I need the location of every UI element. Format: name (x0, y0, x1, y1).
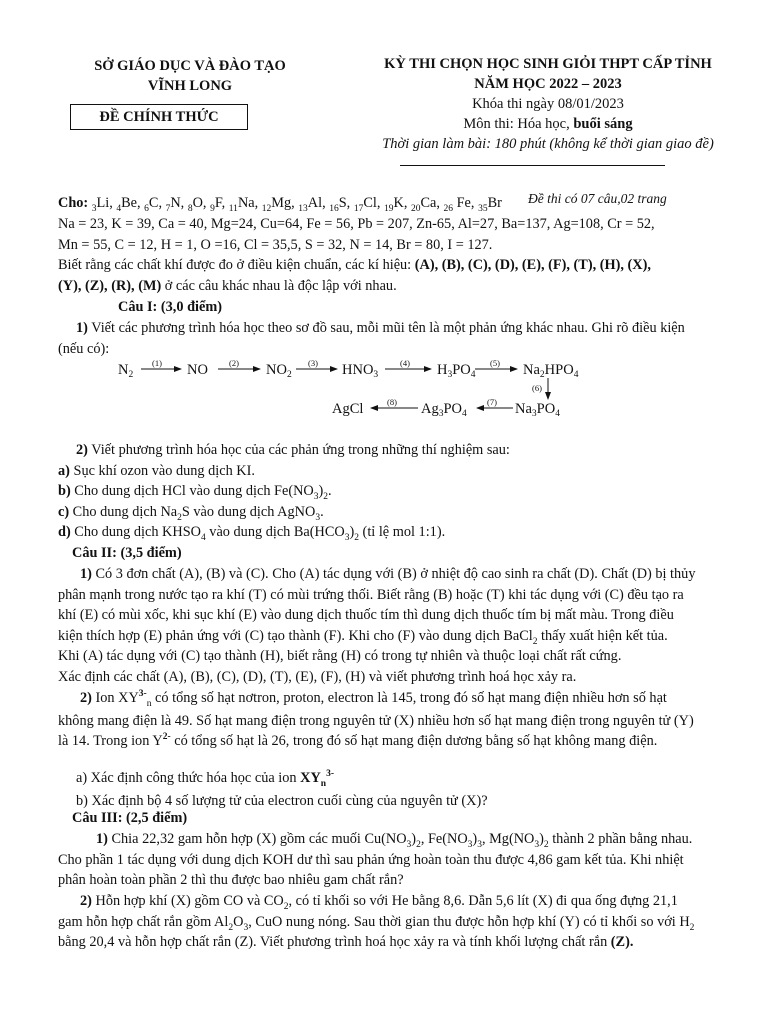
q2-part-1-line-2: phân mạnh trong nước tạo ra khí (T) có mùi trứng thối. Biết rằng (B) hoặc (T) khi tác dụng với (C) đều tạo ra (58, 586, 684, 603)
atomic-number: 35 (478, 203, 488, 214)
q2-ion: Ion XY (95, 690, 139, 706)
text-piece: ) (539, 831, 544, 847)
atomic-number: 19 (384, 203, 394, 214)
item-d-text: Cho dung dịch KHSO (70, 524, 201, 541)
element-symbol: N, (170, 195, 188, 211)
atomic-masses-line-2: Mn = 55, C = 12, H = 1, O =16, Cl = 35,5, S = 32, N = 14, Br = 80, I = 127. (58, 236, 493, 253)
atomic-number: 13 (298, 203, 308, 214)
item-c-end: . (320, 503, 324, 520)
element-symbol: Li, (96, 195, 117, 211)
question-1-heading: Câu I: (3,0 điểm) (118, 299, 223, 315)
atomic-number: 20 (411, 203, 421, 214)
given-label: Cho: (58, 195, 92, 211)
subject-prefix: Môn thi: Hóa học, (463, 116, 574, 132)
subscript: 2 (689, 922, 695, 933)
step-label-3: (3) (308, 358, 318, 368)
atomic-number: 8 (187, 203, 193, 214)
item-a-text: Sục khí ozon vào dung dịch KI. (69, 462, 255, 479)
step-label-5: (5) (490, 358, 500, 368)
subscript: 2 (323, 492, 329, 503)
text-piece: gam hỗn hợp chất rắn gồm Al (58, 913, 229, 930)
q2-part-2-line-2: không mang điện là 49. Số hạt mang điện trong nguyên tử (X) nhiều hơn số hạt mang điện trong nguyên tử (Y) (58, 712, 694, 729)
step-label-8: (8) (387, 397, 397, 407)
question-3-part-1 (58, 829, 723, 891)
step-label-2: (2) (229, 358, 239, 368)
species-no: NO (187, 362, 208, 378)
subscript: 2 (532, 636, 538, 647)
subscript: 3 (406, 839, 412, 850)
subscript: 3 (477, 839, 482, 850)
element-symbol: O, (192, 195, 211, 211)
element-symbol: C, (148, 195, 166, 211)
q2-part-1-line-6: Xác định các chất (A), (B), (C), (D), (T), (E), (F), (H) và viết phương trình hoá học xảy ra. (58, 668, 577, 685)
item-d-text-2: vào dung dịch Ba(HCO (205, 524, 345, 541)
atomic-number: 12 (261, 203, 272, 214)
item-b-text-2: ) (318, 483, 324, 500)
q2-part-2-number: 2) (80, 690, 92, 706)
element-symbol: Na, (237, 195, 262, 211)
element-symbol: K, (393, 195, 411, 211)
reaction-scheme (0, 0, 768, 430)
species-h3po4: $H_3PO_4$ (437, 362, 476, 380)
question-3-heading: Câu III: (2,5 điểm) (72, 810, 188, 826)
q2-part-1-line-1: Có 3 đơn chất (A), (B) và (C). Cho (A) tác dụng với (B) ở nhiệt độ cao sinh ra chất (D). Chất (D) bị thủy (91, 566, 696, 582)
species-hno3: $HNO_3$ (342, 362, 379, 380)
item-c-text-2: S vào dung dịch AgNO (181, 503, 316, 520)
note-symbols-1: (A), (B), (C), (D), (E), (F), (T), (H), (X), (414, 257, 651, 274)
subscript: 2 (354, 533, 359, 544)
atomic-number: 16 (329, 203, 339, 214)
q2-a-text: Xác định công thức hóa học của ion (87, 770, 301, 786)
subscript: n (320, 778, 327, 789)
item-a-label: a) (58, 462, 70, 479)
question-2-subparts (58, 768, 723, 811)
superscript: 3- (326, 769, 334, 779)
text-piece: O (233, 913, 244, 930)
atomic-number: 11 (228, 203, 238, 214)
q3-part-1-line-2: Cho phần 1 tác dụng với dung dịch KOH dư thì sau phản ứng hoàn toàn thu được 4,86 gam kết tủa. Khi nhiệt (58, 851, 684, 868)
subscript: 4 (200, 533, 206, 544)
note-symbols-2: (Y), (Z), (R), (M) (58, 277, 162, 294)
superscript: 2- (162, 732, 171, 743)
element-symbol: S, (338, 195, 354, 211)
q2-b-text: Xác định bộ 4 số lượng tử của electron cuối cùng của nguyên tử (X)? (87, 792, 488, 809)
species-ag3po4: $Ag_3PO_4$ (421, 401, 467, 419)
species-n2: $N_2$ (118, 362, 134, 380)
q2-part-1-line-4 (58, 626, 723, 647)
subscript: 3 (313, 492, 319, 503)
q2-part-2-line-3-end: có tổng số hạt là 26, trong đó số hạt mang điện dương bằng số hạt không mang điện. (170, 733, 658, 750)
q3-part-2-line-3 (58, 932, 723, 953)
element-symbol: Fe, (453, 195, 479, 211)
element-symbol: Ca, (420, 195, 444, 211)
atomic-number: 26 (443, 203, 454, 214)
element-symbol: Be, (121, 195, 145, 211)
q1-part-2-text: Viết phương trình hóa học của các phản ứng trong những thí nghiệm sau: (87, 442, 510, 458)
item-c-label: c) (58, 503, 70, 520)
step-label-4: (4) (400, 358, 410, 368)
pages-note: Đề thi có 07 câu,02 trang (528, 191, 667, 206)
q2-part-2-line-3-text: là 14. Trong ion Y (58, 733, 163, 750)
q2-a-ion: XY (300, 770, 321, 786)
q2-part-2-line-1: có tổng số hạt nơtron, proton, electron là 145, trong đó số hạt mang điện nhiều hơn số hạt (151, 690, 667, 706)
department-line-2: VĨNH LONG (147, 78, 233, 94)
text-piece: , CuO nung nóng. Sau thời gian thu được hỗn hợp khí (Y) có tỉ khối so với H (248, 913, 690, 930)
q3-part-2-line-2 (58, 912, 723, 933)
item-d-end: (tỉ lệ mol 1:1). (358, 524, 446, 541)
element-symbol: F, (214, 195, 229, 211)
q1-part-1-text-2: (nếu có): (58, 340, 110, 357)
q3-part-1-end: thành 2 phần bằng nhau. (548, 831, 693, 847)
q3-part-2-bold-end: (Z). (610, 934, 634, 951)
q2-b-label: b) (76, 792, 88, 809)
subject-session: buổi sáng (573, 116, 633, 132)
q3-part-1-line-3: phân hoàn toàn phần 2 thì thu được bao nhiêu gam chất rắn? (58, 872, 404, 889)
atomic-number: 9 (210, 203, 215, 214)
official-exam-label: ĐỀ CHÍNH THỨC (99, 109, 219, 125)
atomic-number: 17 (353, 203, 364, 214)
subscript: 3 (534, 839, 540, 850)
subscript: 3 (315, 512, 321, 523)
item-d-text-3: ) (349, 524, 355, 541)
q1-part-1-number: 1) (76, 320, 88, 336)
q3-part-2-text: Hỗn hợp khí (X) gồm CO và CO (91, 893, 284, 909)
element-symbol: Mg, (271, 195, 299, 211)
species-na3po4: $Na_3PO_4$ (515, 401, 560, 419)
element-symbol: Al, (307, 195, 330, 211)
department-line-1: SỞ GIÁO DỤC VÀ ĐÀO TẠO (94, 58, 286, 74)
item-b (58, 481, 723, 502)
q2-part-1-number: 1) (80, 566, 92, 582)
exam-title-line-2: NĂM HỌC 2022 – 2023 (474, 76, 622, 92)
q2-part-1-line-4-end: thấy xuất hiện kết tủa. (537, 627, 668, 644)
atomic-number: 6 (144, 203, 149, 214)
atomic-number: 4 (116, 203, 122, 214)
item-b-end: . (328, 483, 332, 500)
item-c-text: Cho dung dịch Na (69, 503, 178, 520)
subscript: 2 (228, 922, 234, 933)
text-piece: bằng 20,4 và hỗn hợp chất rắn (Z). Viết phương trình hoá học xảy ra và tính khối lượng chất rắn (58, 934, 611, 951)
atomic-masses-line-1: Na = 23, K = 39, Ca = 40, Mg=24, Cu=64, Fe = 56, Pb = 207, Zn-65, Al=27, Ba=137, Ag=108, Cr = 52, (58, 216, 655, 232)
item-a (58, 461, 723, 482)
species-na2hpo4: $Na_2HPO_4$ (523, 362, 579, 380)
step-label-6: (6) (532, 383, 542, 393)
subscript: 2 (177, 512, 182, 523)
element-symbol: Br (487, 195, 502, 211)
subscript: 2 (283, 901, 289, 912)
text-piece: , Fe(NO (420, 831, 468, 847)
subscript: 2 (416, 839, 421, 850)
text-piece: ) (411, 831, 417, 847)
question-3-part-2 (58, 891, 723, 953)
q2-part-2-line-3 (58, 731, 723, 752)
step-label-7: (7) (487, 397, 497, 407)
q3-part-2-text-2: , có tỉ khối so với He bằng 8,6. Dẫn 5,6 lít (X) đi qua ống đựng 21,1 (288, 893, 678, 909)
question-2-heading: Câu II: (3,5 điểm) (72, 545, 182, 561)
q3-part-1-text: Chia 22,32 gam hỗn hợp (X) gồm các muối Cu(NO (107, 831, 407, 847)
item-d (58, 522, 723, 543)
question-2-part-2 (58, 688, 723, 752)
exam-title-line-1: KỲ THI CHỌN HỌC SINH GIỎI THPT CẤP TỈNH (384, 56, 712, 72)
question-1-part-2 (58, 440, 723, 543)
q2-part-1-line-4-text: kiện thích hợp (E) phản ứng với (C) tạo thành (F). Khi cho (F) vào dung dịch BaCl (58, 627, 533, 644)
subscript: 3 (243, 922, 249, 933)
species-agcl: AgCl (332, 401, 364, 417)
time-note: Thời gian làm bài: 180 phút (không kể thời gian giao đề) (382, 136, 714, 152)
superscript: 3- (138, 689, 147, 699)
note-line-2-text: ở các câu khác nhau là độc lập với nhau. (161, 277, 397, 294)
q2-a-label: a) (76, 770, 88, 786)
subscript: 3 (344, 533, 350, 544)
subscript: 2 (543, 839, 549, 850)
q1-part-1-text: Viết các phương trình hóa học theo sơ đồ sau, mỗi mũi tên là một phản ứng khác nhau. Ghi rõ điều kiện (87, 320, 685, 336)
item-b-label: b) (58, 483, 71, 500)
step-label-1: (1) (152, 358, 162, 368)
q3-part-2-number: 2) (80, 893, 92, 909)
q2-part-1-line-3: khí (E) có mùi xốc, khi sục khí (E) vào dung dịch thuốc tím thì dung dịch thuốc tím bị mất màu. Trong điều (58, 607, 674, 624)
q2-part-1-line-5: Khi (A) tác dụng với (C) tạo thành (H), biết rằng (H) có trong tự nhiên và thuộc loại chất rất cứng. (58, 648, 622, 665)
text-piece: , Mg(NO (481, 831, 535, 847)
element-symbol: Cl, (363, 195, 385, 211)
item-d-label: d) (58, 524, 71, 541)
text-piece: ) (472, 831, 478, 847)
question-2-part-1 (58, 564, 723, 688)
note-line-1-text: Biết rằng các chất khí được đo ở điều kiện chuẩn, các kí hiệu: (58, 257, 415, 274)
exam-date: Khóa thi ngày 08/01/2023 (472, 96, 624, 112)
atomic-number: 3 (91, 203, 97, 214)
subscript: 3 (467, 839, 473, 850)
item-b-text: Cho dung dịch HCl vào dung dịch Fe(NO (70, 483, 314, 500)
species-no2: $NO_2$ (266, 362, 292, 380)
q3-part-1-number: 1) (96, 831, 108, 847)
atomic-number: 7 (165, 203, 171, 214)
subscript: n (146, 698, 152, 709)
q1-part-2-number: 2) (76, 442, 88, 458)
item-c (58, 502, 723, 523)
